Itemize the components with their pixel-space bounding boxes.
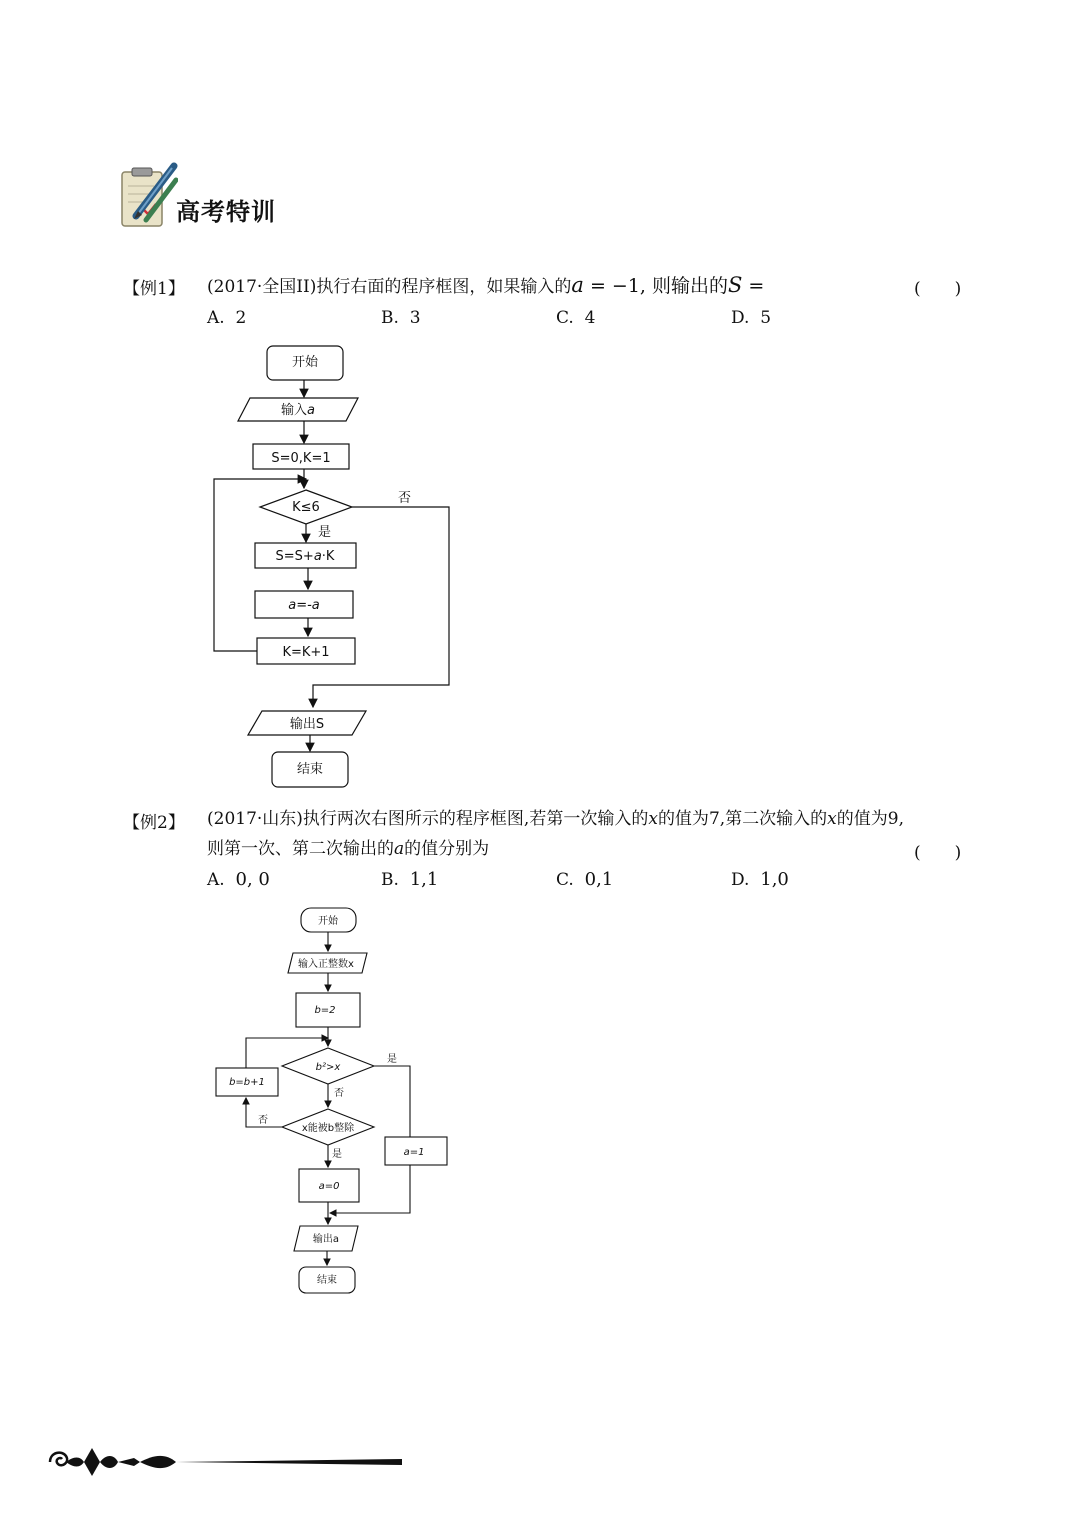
fc2-yes2-label: 是 bbox=[332, 1149, 342, 1160]
option-b: B. 1,1 bbox=[381, 869, 439, 890]
fc1-cond-label: K≤6 bbox=[292, 500, 320, 515]
fc2-output-label: 输出a bbox=[312, 1234, 340, 1245]
var-a: a bbox=[571, 273, 584, 297]
fc2-no1-label: 否 bbox=[334, 1088, 344, 1099]
fc1-step2-label: a=-a bbox=[288, 598, 320, 613]
fc1-step1-label: S=S+a·K bbox=[275, 549, 335, 564]
fc1-no-label: 否 bbox=[398, 491, 412, 506]
fc1-init-label: S=0,K=1 bbox=[271, 451, 331, 466]
fc1-yes-label: 是 bbox=[318, 525, 332, 540]
fc1-start-label: 开始 bbox=[291, 355, 319, 370]
fc1-output-label: 输出S bbox=[289, 717, 325, 732]
question-text: = −1, 则输出的 bbox=[583, 275, 728, 297]
fc2-init-label: b=2 bbox=[314, 1005, 336, 1016]
section-title: 高考特训 bbox=[176, 198, 276, 226]
question-text: = bbox=[742, 275, 765, 297]
fc1-input-label: 输入a bbox=[281, 403, 315, 418]
var-s: S bbox=[728, 273, 743, 297]
question-text: (2017·全国II)执行右面的程序框图，如果输入的 bbox=[207, 277, 572, 297]
example2-question-line2: 则第一次、第二次输出的a的值分别为 bbox=[207, 839, 490, 859]
fc2-no2-label: 否 bbox=[258, 1115, 268, 1126]
fc2-a0-label: a=0 bbox=[318, 1181, 340, 1192]
example2-label: 【例2】 bbox=[123, 813, 185, 833]
ornament-divider-icon bbox=[44, 1442, 406, 1482]
option-c: C. 4 bbox=[556, 308, 596, 328]
fc2-a1-label: a=1 bbox=[403, 1147, 425, 1158]
fc2-inc-label: b=b+1 bbox=[229, 1077, 265, 1088]
fc2-end-label: 结束 bbox=[317, 1275, 337, 1286]
option-a: A. 2 bbox=[207, 308, 247, 328]
fc1-step3-label: K=K+1 bbox=[282, 645, 330, 660]
fc2-cond2-label: x能被b整除 bbox=[301, 1123, 355, 1134]
option-b: B. 3 bbox=[381, 308, 421, 328]
fc1-end-label: 结束 bbox=[296, 762, 324, 777]
fc2-cond1-label: b²>x bbox=[315, 1062, 341, 1073]
answer-paren: ( ) bbox=[914, 843, 962, 863]
fc2-input-label: 输入正整数x bbox=[298, 959, 354, 970]
fc2-start-label: 开始 bbox=[318, 916, 338, 927]
option-d: D. 1,0 bbox=[731, 869, 789, 890]
answer-paren: ( ) bbox=[914, 279, 962, 299]
example2-question-line1: (2017·山东)执行两次右图所示的程序框图,若第一次输入的x的值为7,第二次输入的x的值为9, bbox=[207, 809, 904, 829]
option-a: A. 0, 0 bbox=[207, 869, 270, 890]
fc2-yes1-label: 是 bbox=[387, 1054, 397, 1065]
example1-label: 【例1】 bbox=[123, 279, 185, 299]
option-d: D. 5 bbox=[731, 308, 772, 328]
option-c: C. 0,1 bbox=[556, 869, 614, 890]
